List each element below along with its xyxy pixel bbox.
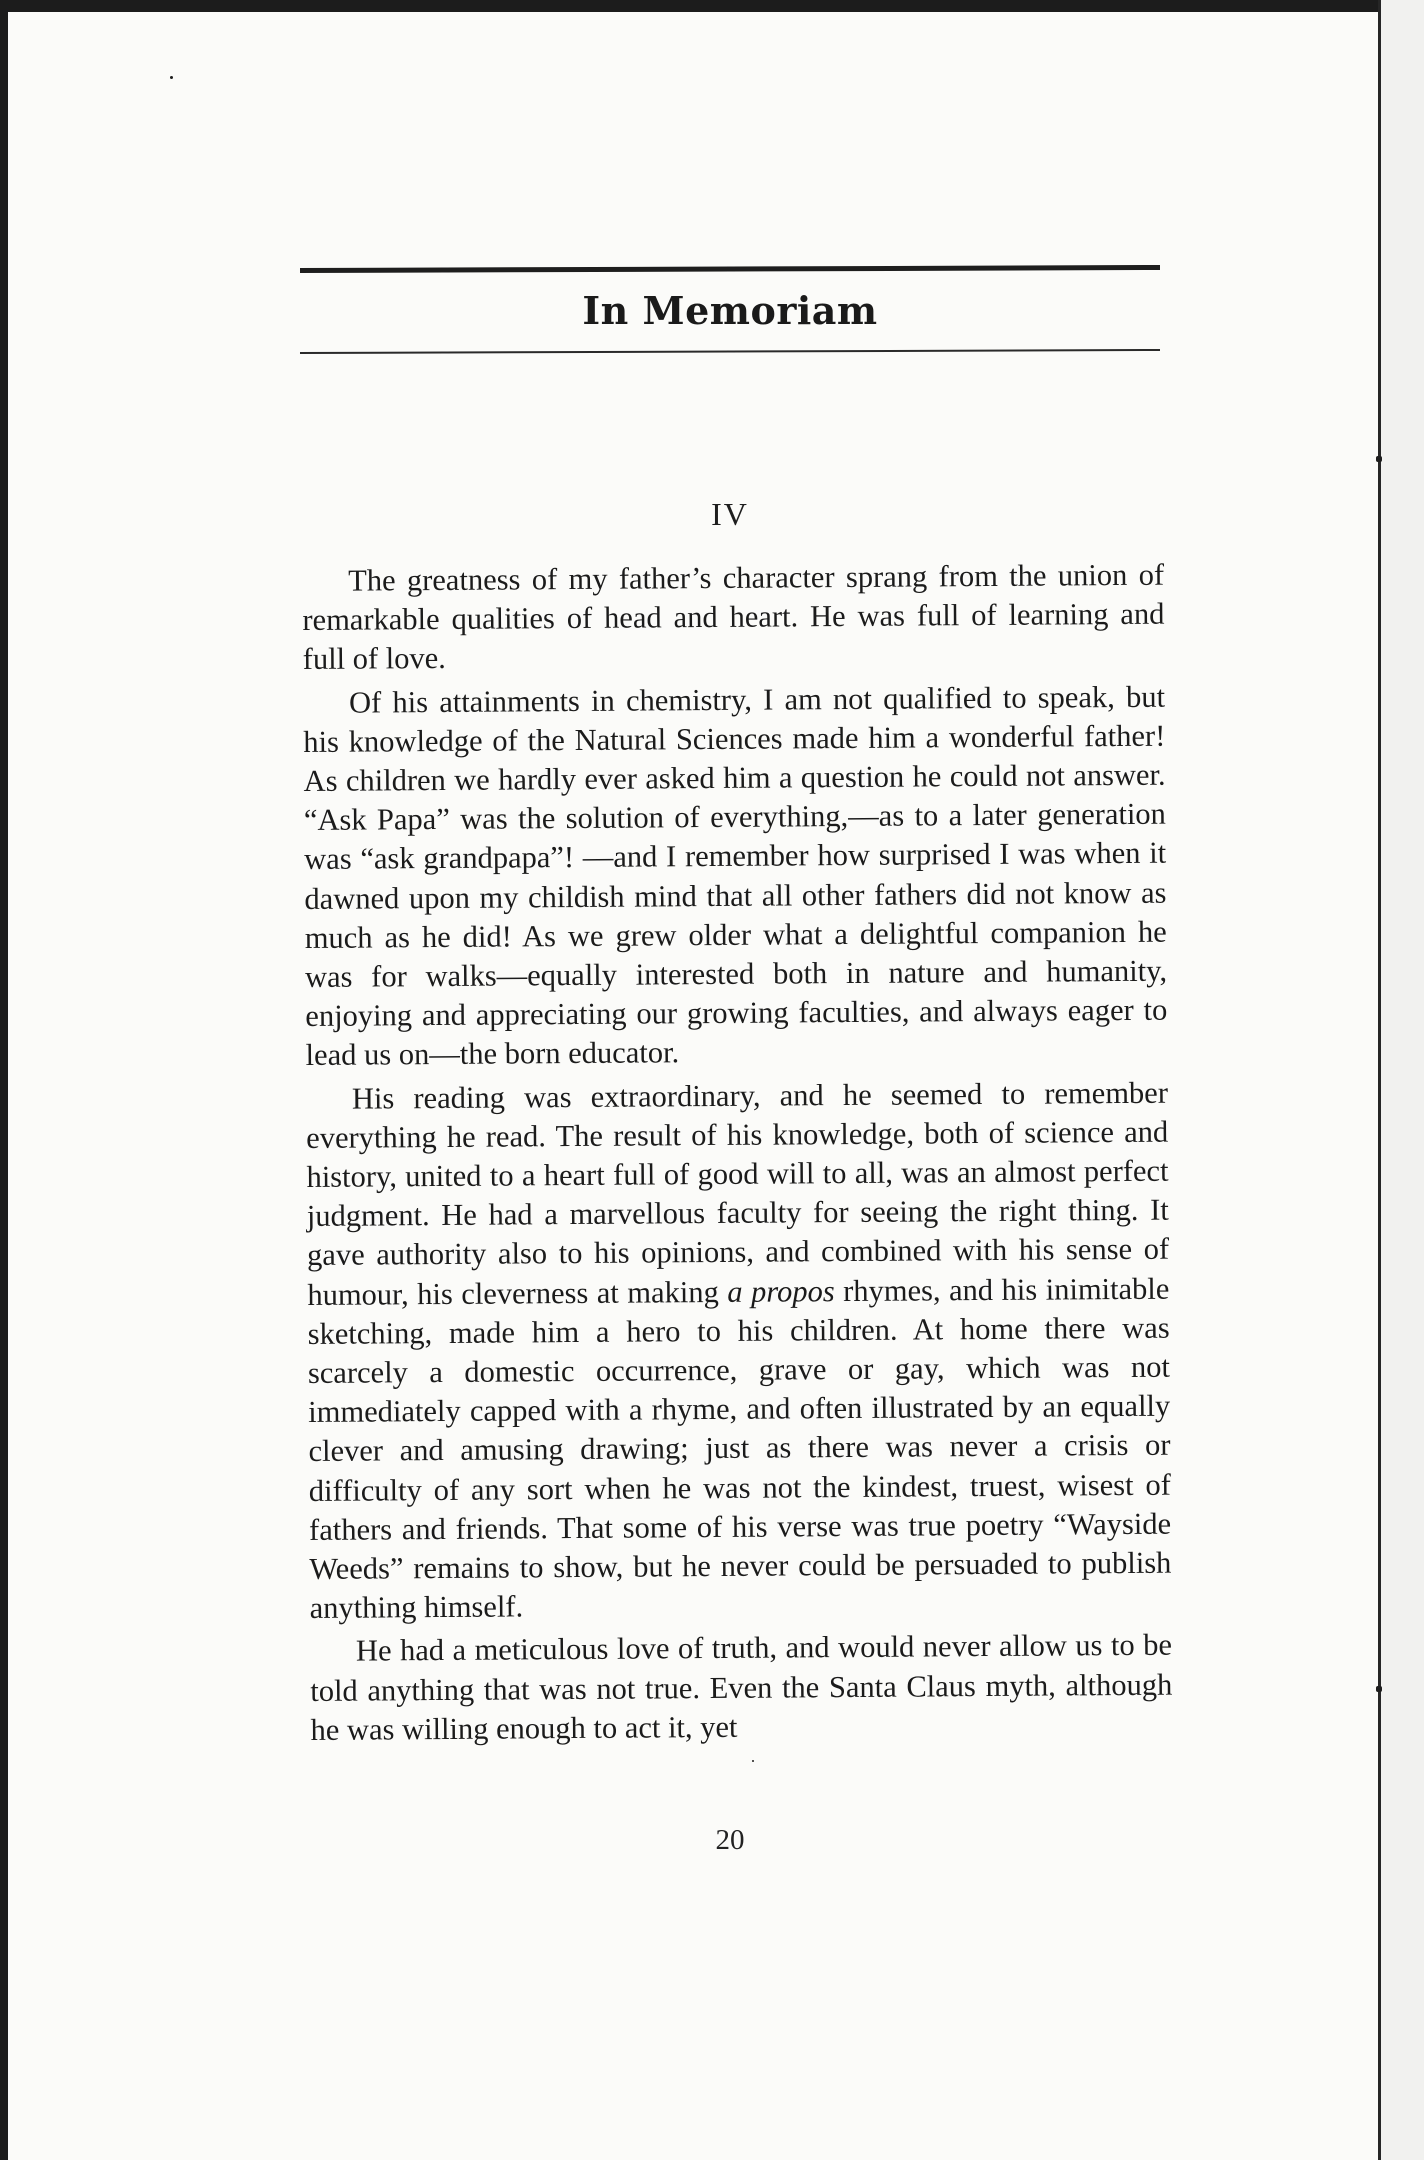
edge-mark bbox=[1376, 456, 1382, 462]
paragraph-2: Of his attainments in chemistry, I am not qualified to speak, but his knowledge of the Natural Sciences made him a wonderful father! As children we hardly ever asked him a question he could not answer. “Ask Papa” was the solution of everything,—as to a later generation was “ask grandpapa”! —and I remember how surprised I was when it dawned upon my childish mind that all other fathers did not know as much as he did! As we grew older what a delightful companion he was for walks—equally interested both in nature and humanity, enjoying and appreciating our growing faculties, and always eager to lead us on—the born educator. bbox=[303, 679, 1168, 1073]
dust-speck bbox=[170, 76, 173, 79]
paragraph-1: The greatness of my father’s character sprang from the union of remarkable qualities of head and heart. He was full of learning and full of love. bbox=[302, 557, 1165, 677]
running-title: In Memoriam bbox=[582, 288, 878, 333]
paragraph-3-italic-phrase: a propos bbox=[727, 1273, 835, 1309]
header-rule-top bbox=[300, 265, 1160, 273]
page-edge bbox=[1378, 0, 1424, 2160]
paragraph-4: He had a meticulous love of truth, and would never allow us to be told anything that was not true. Even the Santa Claus myth, although he was willing enough to act it, yet bbox=[310, 1628, 1173, 1747]
book-page bbox=[8, 12, 1378, 2160]
running-header bbox=[300, 268, 1160, 364]
paragraph-3 bbox=[306, 1073, 1172, 1628]
paragraph-3-text-before: His reading was extraordinary, and he seemed to remember everything he read. The result of his knowledge, both of science and history, united to a heart full of good will to all, was an almost perfect judgment. He had a marvellous faculty for seeing the right thing. It gave authority also to his opinions, and combined with his sense of humour, his cleverness at making bbox=[306, 1075, 1170, 1312]
body-text bbox=[302, 556, 1173, 1750]
edge-mark bbox=[1376, 1686, 1382, 1692]
dust-speck bbox=[752, 1760, 754, 1762]
page-number: 20 bbox=[715, 1824, 745, 1856]
paragraph-3-text-after: rhymes, and his inimitable sketching, made him a hero to his children. At home there was scarcely a domestic occurrence, grave or gay, which was not immediately capped with a rhyme, and often illustrated by an equally clever and amusing drawing; just as there was never a crisis or difficulty of any sort when he was not the kindest, truest, wisest of fathers and friends. That some of his verse was true poetry “Wayside Weeds” remains to show, but he never could be persuaded to publish anything himself. bbox=[307, 1271, 1172, 1626]
section-number: IV bbox=[711, 496, 749, 532]
header-rule-bottom bbox=[300, 349, 1160, 354]
